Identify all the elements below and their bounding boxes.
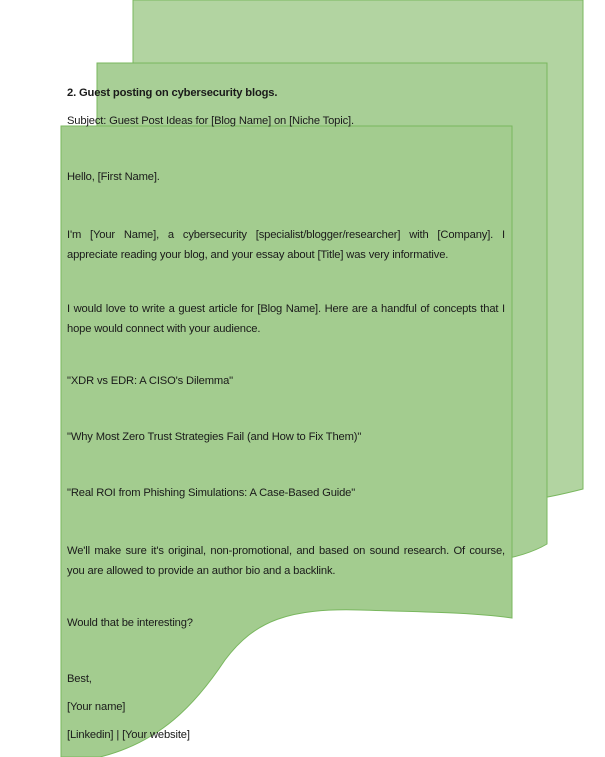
intro-paragraph: I'm [Your Name], a cybersecurity [specialist/blogger/researcher] with [Company]. I appreciate reading your blog, and your essay about [Title] was very informative. xyxy=(67,229,505,261)
idea-item: "XDR vs EDR: A CISO's Dilemma" xyxy=(67,375,233,387)
idea-item: "Why Most Zero Trust Strategies Fail (and How to Fix Them)" xyxy=(67,431,362,443)
signature-name: [Your name] xyxy=(67,701,126,713)
signature-links: [Linkedin] | [Your website] xyxy=(67,729,190,741)
assurance-paragraph: We'll make sure it's original, non-promotional, and based on sound research. Of course, you are allowed to provide an author bio and a backlink. xyxy=(67,545,505,577)
section-heading: 2. Guest posting on cybersecurity blogs. xyxy=(67,87,278,99)
closing-question: Would that be interesting? xyxy=(67,617,193,629)
email-template xyxy=(67,0,505,757)
email-greeting: Hello, [First Name]. xyxy=(67,171,160,183)
signoff: Best, xyxy=(67,673,92,685)
idea-item: "Real ROI from Phishing Simulations: A Case-Based Guide" xyxy=(67,487,356,499)
email-subject: Subject: Guest Post Ideas for [Blog Name] on [Niche Topic]. xyxy=(67,115,354,127)
offer-paragraph: I would love to write a guest article for [Blog Name]. Here are a handful of concepts that I hope would connect with your audience. xyxy=(67,303,505,335)
